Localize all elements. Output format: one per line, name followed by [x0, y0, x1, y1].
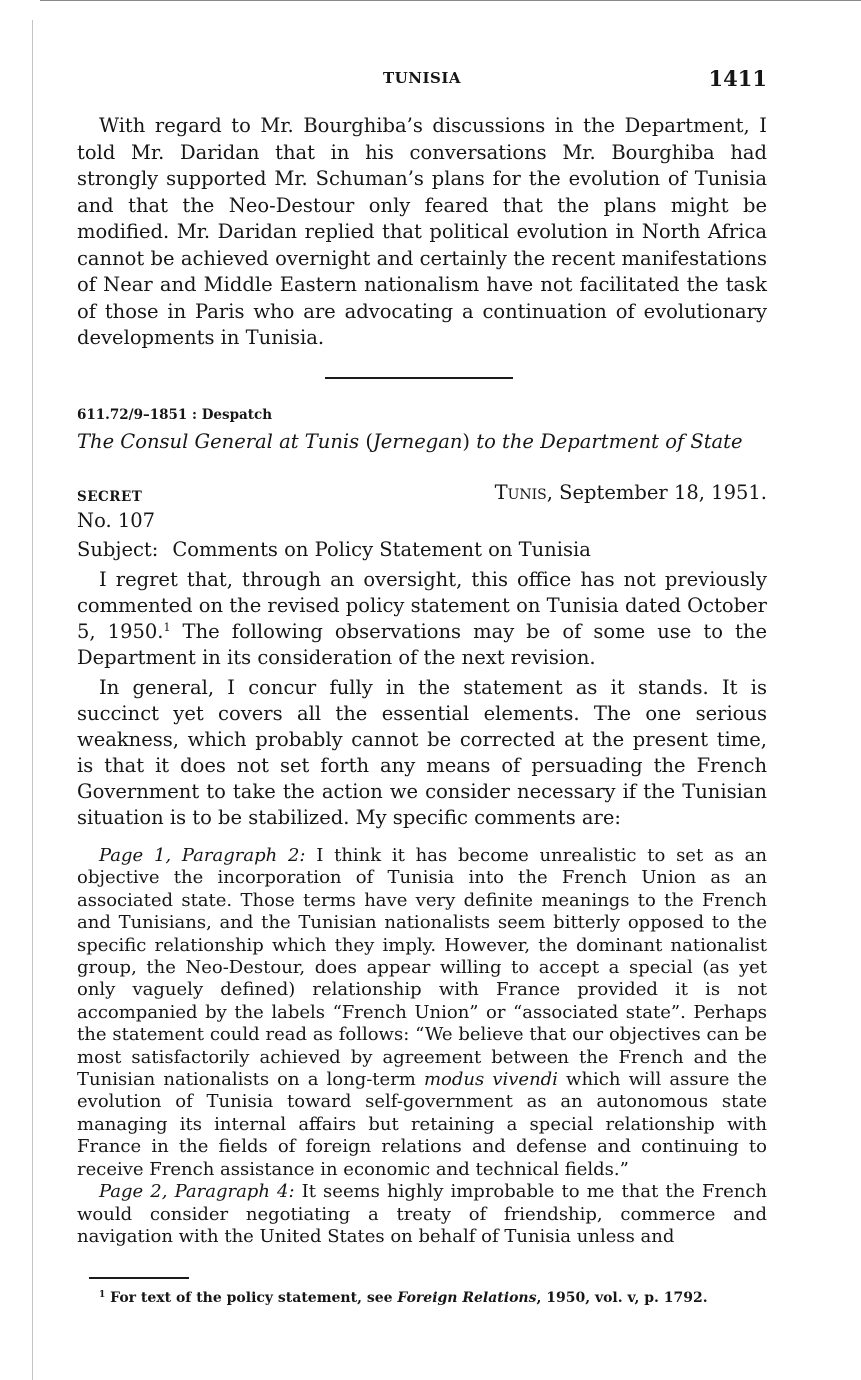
comment-2-label: Page 2, Paragraph 4: — [99, 1181, 295, 1203]
heading-part1: The Consul General at Tunis — [77, 430, 366, 453]
dateline — [495, 481, 767, 504]
comments-body — [77, 845, 767, 1248]
heading-paren-close: ) — [462, 430, 471, 453]
body-paragraph-2: In general, I concur fully in the statement as it stands. It is succinct yet covers all the essential elements. The one serious weakness, which probably cannot be corrected at the present time, is that it does not set forth any means of persuading the French Government to take the action we consider necessary if the Tunisian situation is to be stabilized. My specific comments are: — [77, 676, 767, 829]
running-head — [77, 66, 767, 90]
intro-block — [77, 113, 767, 352]
page-number: 1411 — [708, 66, 767, 91]
dateline-date: , September 18, 1951. — [546, 481, 767, 504]
footnote-marker: 1 — [99, 1290, 106, 1300]
comment-paragraph-1 — [77, 845, 767, 1181]
comment-1-italic: modus vivendi — [423, 1069, 558, 1091]
p1-text: I regret that, through an oversight, this office has not previously commented on the revised policy statement on Tunisia dated October 5, 1950. — [77, 568, 767, 643]
intro-paragraph: With regard to Mr. Bourghiba’s discussions in the Department, I told Mr. Daridan that in his conversations Mr. Bourghiba had strongly supported Mr. Schuman’s plans for the evolution of Tunisia and that the Neo-Destour only feared that the plans might be modified. Mr. Daridan replied that political evolution in North Africa cannot be achieved overnight and certainly the recent manifestations of Near and Middle Eastern nationalism have not facilitated the task of those in Paris who are advocating a continuation of evolutionary developments in Tunisia. — [77, 114, 767, 349]
binding-edge-rule — [32, 20, 33, 1380]
footnote-rule — [89, 1277, 189, 1279]
classification-label: SECRET — [77, 489, 143, 505]
footnote-text-after: , 1950, vol. v, p. 1792. — [536, 1290, 708, 1306]
heading-part2: to the Department of State — [470, 430, 743, 453]
subject-label: Subject: — [77, 538, 159, 561]
section-divider — [325, 377, 513, 379]
p1-rest: The following observations may be of some use to the Department in its consideration of the next revision. — [77, 620, 767, 669]
comment-1-label: Page 1, Paragraph 2: — [99, 845, 306, 866]
heading-paren-open: ( — [365, 430, 373, 453]
comment-paragraph-2 — [77, 1181, 767, 1248]
main-body — [77, 567, 767, 831]
dateline-place: Tunis — [494, 481, 547, 504]
running-title: TUNISIA — [383, 69, 461, 87]
comment-1-text-a: I think it has become unrealistic to set as an objective the incorporation of Tunisia into the French Union as an associated state. Those terms have very definite meanings to the French and Tunisians, and the Tunisian nationalists seem bitterly opposed to the specific relationship which they imply. However, the dominant nationalist group, the Neo-Destour, does appear willing to accept a special (as yet only vaguely defined) relationship with France provided it is not accompanied by the labels “French Union” or “associated state”. Perhaps the statement could read as follows: “We believe that our objectives can be most satisfactorily achieved by agreement between the French and the Tunisian nationalists on a long-term — [77, 845, 767, 1091]
comment-1-text-b: which will assure the evolution of Tunisia toward self-government as an autonomous state managing its internal affairs but retaining a special relationship with France in the fields of foreign relations and defense and continuing to receive French assistance in economic and technical fields.” — [77, 1069, 767, 1180]
file-reference: 611.72/9–1851 : Despatch — [77, 407, 273, 423]
footnote-title: Foreign Relations — [397, 1290, 537, 1306]
subject-line — [77, 538, 591, 561]
footnote-text-before: For text of the policy statement, see — [105, 1290, 398, 1306]
footnote — [99, 1290, 767, 1306]
comment-2-text: It seems highly improbable to me that the French would consider negotiating a treaty of friendship, commerce and navigation with the United States on behalf of Tunisia unless and — [77, 1181, 767, 1247]
document-heading — [77, 430, 767, 453]
body-paragraph-1 — [77, 567, 767, 671]
document-number: No. 107 — [77, 509, 156, 532]
subject-text: Comments on Policy Statement on Tunisia — [172, 538, 591, 561]
footnote-ref: 1 — [163, 621, 171, 634]
top-edge-rule — [40, 0, 861, 1]
heading-name: Jernegan — [372, 430, 463, 453]
